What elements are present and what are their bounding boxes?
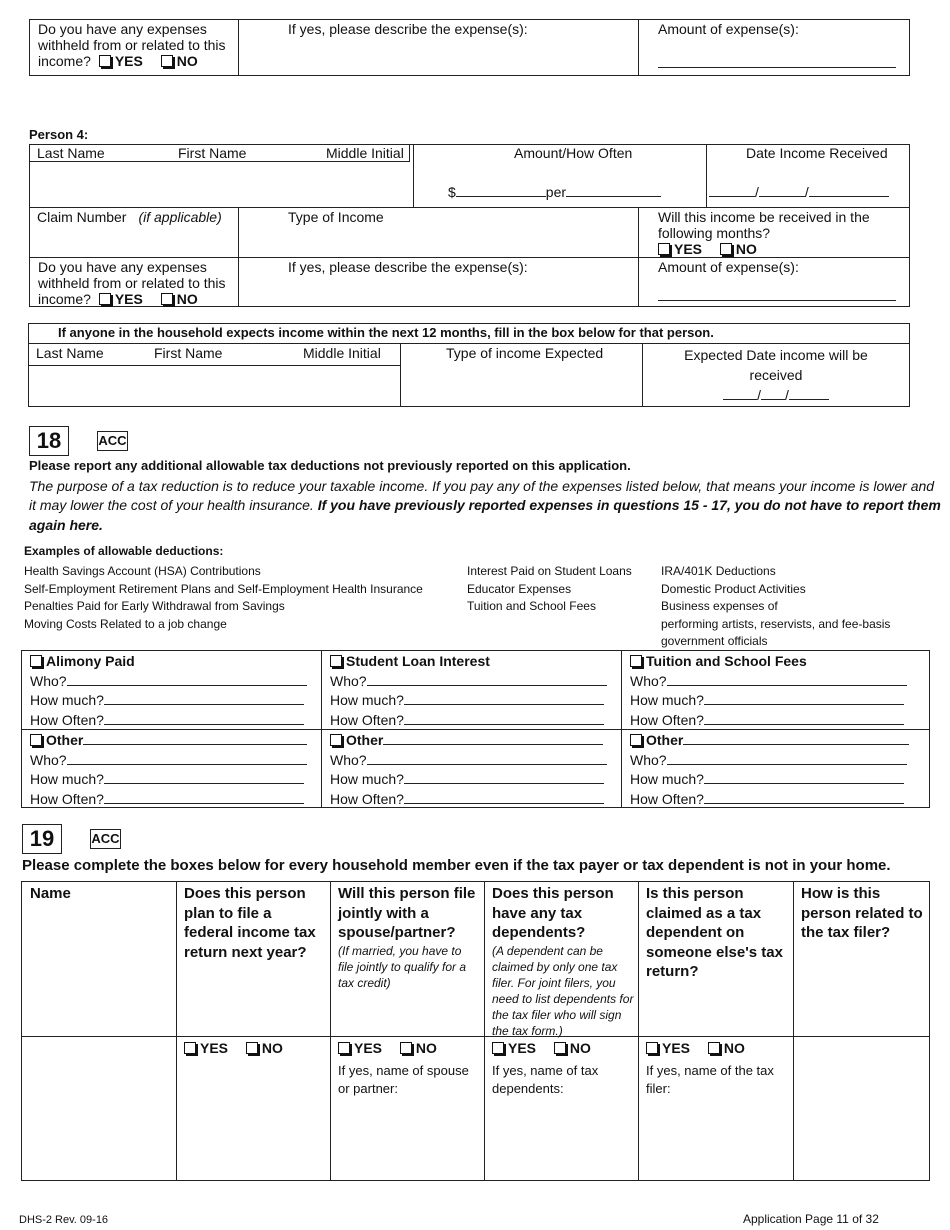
no-checkbox[interactable]: NO: [161, 291, 198, 307]
q18-intro-line2: it may lower the cost of your health insurance. If you have previously reported expenses in questions 15 - 17, you do not have to report them: [29, 497, 941, 513]
date-received-field[interactable]: / /: [709, 184, 889, 200]
acc-badge: ACC: [97, 431, 128, 451]
amount-expenses-label: Amount of expense(s):: [658, 259, 799, 275]
who-field[interactable]: Who?: [630, 751, 909, 771]
col-name-header: Name: [30, 885, 71, 902]
how-much-field[interactable]: How much?: [630, 770, 909, 790]
dependents-name-label: If yes, name of tax dependents:: [492, 1063, 599, 1097]
how-often-field[interactable]: How Often?: [330, 790, 607, 810]
who-field[interactable]: Who?: [330, 751, 607, 771]
jointly-options: [338, 1040, 480, 1098]
last-name-label: Last Name: [36, 345, 104, 361]
amount-expenses-line[interactable]: [658, 300, 896, 301]
other-checkbox[interactable]: Other: [30, 731, 307, 751]
q18-title: Please report any additional allowable tax deductions not previously reported on this application.: [29, 458, 631, 473]
person4-heading: Person 4:: [29, 127, 89, 142]
first-name-label: First Name: [154, 345, 223, 361]
page-number: Application Page 11 of 32: [743, 1212, 879, 1226]
how-often-field[interactable]: How Often?: [30, 711, 307, 731]
amount-per-field[interactable]: $ per: [448, 184, 661, 200]
first-name-label: First Name: [178, 145, 247, 161]
examples-col3: IRA/401K Deductions Domestic Product Activities Business expenses of performing artists, reservists, and fee-basis government officials: [661, 564, 891, 649]
amount-expenses-line[interactable]: [658, 67, 896, 68]
deduction-cell-student-loan: [330, 652, 607, 730]
tax-filer-name-label: If yes, name of the tax filer:: [646, 1063, 774, 1097]
question-number: 18: [29, 426, 69, 456]
q19-title: Please complete the boxes below for every household member even if the tax payer or tax dependent is not in your home.: [22, 857, 891, 874]
type-expected-label: Type of income Expected: [446, 345, 604, 361]
tuition-checkbox[interactable]: Tuition and School Fees: [630, 652, 907, 672]
deduction-cell-other-1: [30, 731, 307, 809]
alimony-checkbox[interactable]: Alimony Paid: [30, 652, 307, 672]
examples-col2: Interest Paid on Student Loans Educator Expenses Tuition and School Fees: [467, 564, 632, 614]
expected-date-field[interactable]: / /: [642, 385, 910, 405]
deduction-cell-tuition: [630, 652, 907, 730]
no-checkbox[interactable]: NO: [708, 1040, 745, 1056]
last-name-label: Last Name: [37, 145, 105, 161]
no-checkbox[interactable]: NO: [400, 1040, 437, 1056]
deduction-cell-other-2: [330, 731, 607, 809]
how-much-field[interactable]: How much?: [630, 691, 907, 711]
col-jointly-header: Will this person file jointly with a spouse/partner? (If married, you have to file jointly to qualify for a tax credit): [338, 885, 476, 990]
divider: [238, 19, 239, 76]
how-much-field[interactable]: How much?: [30, 691, 307, 711]
no-checkbox[interactable]: NO: [720, 241, 757, 257]
yes-checkbox[interactable]: YES: [184, 1040, 228, 1056]
yes-checkbox[interactable]: YES: [492, 1040, 536, 1056]
col-file-federal-header: Does this person plan to file a federal income tax return next year?: [184, 885, 316, 961]
deduction-cell-alimony: [30, 652, 307, 730]
q18-intro-line3: again here.: [29, 517, 103, 533]
yes-checkbox[interactable]: YES: [646, 1040, 690, 1056]
expected-date-label: Expected Date income will be received / /: [642, 345, 910, 405]
other-checkbox[interactable]: Other: [630, 731, 909, 751]
date-income-received-label: Date Income Received: [746, 145, 888, 161]
file-federal-options: [184, 1040, 283, 1056]
months-question: Will this income be received in the following months? YES NO: [658, 209, 870, 258]
col-dependents-header: Does this person have any tax dependents? (A dependent can be claimed by only one tax filer. For joint filers, you need to list dependents for the tax filer who will sign the tax form.): [492, 885, 634, 1039]
amount-how-often-label: Amount/How Often: [514, 145, 633, 161]
claimed-options: [646, 1040, 788, 1098]
examples-col1: Health Savings Account (HSA) Contributions Self-Employment Retirement Plans and Self-Employment Health Insurance Penalties Paid for Early Withdrawal from Savings Moving Costs Related to a job change: [24, 564, 423, 631]
who-field[interactable]: Who?: [30, 672, 307, 692]
question-number: 19: [22, 824, 62, 854]
examples-heading: Examples of allowable deductions:: [24, 544, 224, 558]
expenses-question: Do you have any expenses withheld from or related to this income? YES NO: [38, 259, 226, 308]
middle-initial-label: Middle Initial: [326, 145, 404, 161]
col-related-header: How is this person related to the tax filer?: [801, 885, 923, 941]
no-checkbox[interactable]: NO: [246, 1040, 283, 1056]
q18-intro-line1: The purpose of a tax reduction is to reduce your taxable income. If you pay any of the expenses listed below, that means your income is lower and: [29, 478, 935, 494]
form-id: DHS-2 Rev. 09-16: [19, 1214, 109, 1226]
other-checkbox[interactable]: Other: [330, 731, 607, 751]
claim-number-label: Claim Number (if applicable): [37, 209, 222, 225]
dependents-options: [492, 1040, 634, 1098]
spouse-name-label: If yes, name of spouse or partner:: [338, 1063, 469, 1097]
how-much-field[interactable]: How much?: [330, 691, 607, 711]
future-income-heading: If anyone in the household expects income within the next 12 months, fill in the box below for that person.: [58, 325, 714, 340]
how-much-field[interactable]: How much?: [330, 770, 607, 790]
divider: [638, 19, 639, 76]
middle-initial-label: Middle Initial: [303, 345, 381, 361]
who-field[interactable]: Who?: [30, 751, 307, 771]
acc-badge: ACC: [90, 829, 121, 849]
type-of-income-label: Type of Income: [288, 209, 384, 225]
yes-checkbox[interactable]: YES: [99, 53, 143, 69]
student-loan-checkbox[interactable]: Student Loan Interest: [330, 652, 607, 672]
how-much-field[interactable]: How much?: [30, 770, 307, 790]
yes-checkbox[interactable]: YES: [338, 1040, 382, 1056]
expenses-question: Do you have any expenses withheld from or related to this income? YES NO: [38, 21, 226, 70]
yes-checkbox[interactable]: YES: [658, 241, 702, 257]
no-checkbox[interactable]: NO: [161, 53, 198, 69]
how-often-field[interactable]: How Often?: [30, 790, 307, 810]
yes-checkbox[interactable]: YES: [99, 291, 143, 307]
how-often-field[interactable]: How Often?: [330, 711, 607, 731]
describe-expenses-field[interactable]: If yes, please describe the expense(s):: [288, 21, 528, 37]
describe-expenses-field[interactable]: If yes, please describe the expense(s):: [288, 259, 528, 275]
no-checkbox[interactable]: NO: [554, 1040, 591, 1056]
amount-expenses-label: Amount of expense(s):: [658, 21, 799, 37]
how-often-field[interactable]: How Often?: [630, 711, 907, 731]
who-field[interactable]: Who?: [330, 672, 607, 692]
col-claimed-header: Is this person claimed as a tax dependent on someone else's tax return?: [646, 885, 783, 980]
how-often-field[interactable]: How Often?: [630, 790, 909, 810]
who-field[interactable]: Who?: [630, 672, 907, 692]
deduction-cell-other-3: [630, 731, 909, 809]
